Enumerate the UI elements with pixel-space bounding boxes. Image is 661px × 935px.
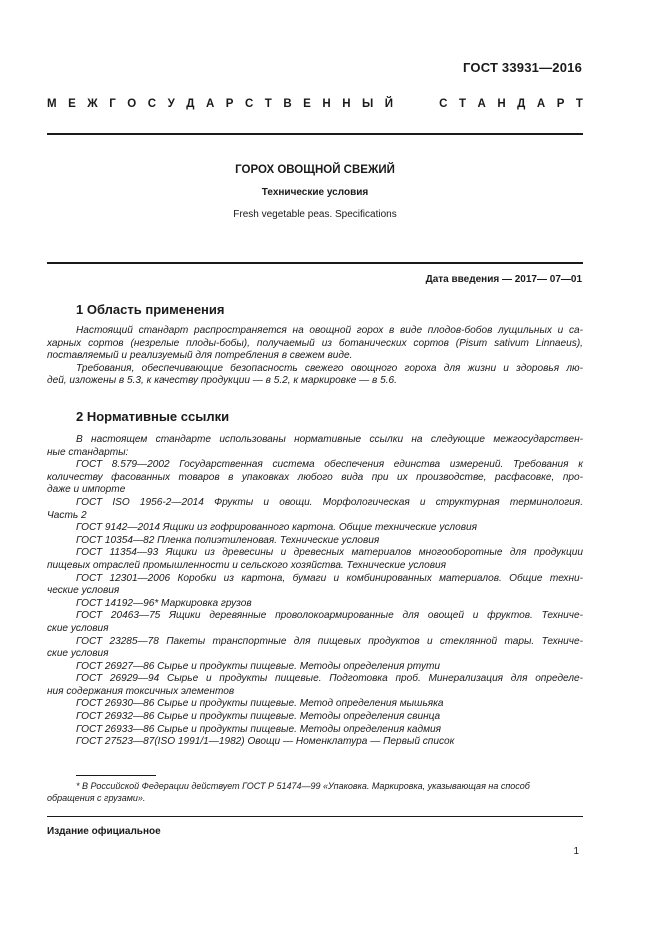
reference-line: ГОСТ 12301—2006 Коробки из картона, бумаги и комбинированных материалов. Общие техни- xyxy=(76,572,583,584)
footnote-rule xyxy=(76,775,156,776)
section-1-text xyxy=(47,325,583,388)
heading-letter: С xyxy=(439,98,448,110)
reference-line: Часть 2 xyxy=(47,509,87,521)
reference-line: ские условия xyxy=(47,648,109,660)
footnote-line: * В Российской Федерации действует ГОСТ Р 51474—99 «Упаковка. Маркировка, указывающая на способ xyxy=(76,781,530,791)
section-2-heading: 2 Нормативные ссылки xyxy=(76,409,230,424)
heading-letter: Е xyxy=(68,98,76,110)
document-subtitle: Технические условия xyxy=(261,187,369,198)
reference-line: даже и импорте xyxy=(47,484,126,496)
section-2-text xyxy=(47,434,583,749)
official-edition-label: Издание официальное xyxy=(47,826,161,837)
heading-letter: О xyxy=(127,98,137,110)
text-line: дей, изложены в 5.3, к качеству продукции — в 5.2, к маркировке — в 5.6. xyxy=(47,375,397,387)
heading-letter: Т xyxy=(458,98,466,110)
reference-line: ГОСТ ISO 1956-2—2014 Фрукты и овощи. Морфологическая и структурная терминология. xyxy=(76,496,583,508)
heading-letter: С xyxy=(244,98,254,110)
reference-line: ГОСТ 26930—86 Сырье и продукты пищевые. Метод определения мышьяка xyxy=(76,698,444,710)
reference-line: ческие условия xyxy=(47,585,120,597)
text-line: харных сортов (незрелые плоды-бобы), получаемый из ботанических сортов (Pisum sativum Linnaeus), xyxy=(47,337,583,349)
heading-letter: Р xyxy=(225,98,234,110)
heading-letter: С xyxy=(147,98,157,110)
reference-line: ГОСТ 20463—75 Ящики деревянные проволокоармированные для овощей и фруктов. Техниче- xyxy=(76,610,583,622)
heading-letter: Н xyxy=(322,98,331,110)
reference-line: ГОСТ 9142—2014 Ящики из гофрированного картона. Общие технические условия xyxy=(76,522,478,534)
reference-line: ГОСТ 11354—93 Ящики из древесины и древесных материалов многооборотные для продукции xyxy=(76,547,583,559)
heading-letter: В xyxy=(283,98,292,110)
reference-line: ГОСТ 26929—94 Сырье и продукты пищевые. Подготовка проб. Минерализация для определе- xyxy=(76,673,583,685)
heading-letter: А xyxy=(477,98,486,110)
interstate-standard-heading xyxy=(47,98,583,110)
page-number: 1 xyxy=(573,846,579,857)
text-line: В настоящем стандарте использованы нормативные ссылки на следующие межгосударствен- xyxy=(76,434,583,445)
gost-number: ГОСТ 33931—2016 xyxy=(463,60,582,75)
reference-line: ГОСТ 14192—96* Маркировка грузов xyxy=(76,597,252,609)
heading-letter: Т xyxy=(264,98,272,110)
heading-letter: Н xyxy=(342,98,351,110)
introduction-date: Дата введения — 2017— 07—01 xyxy=(425,274,582,285)
footnote-line: обращения с грузами». xyxy=(47,793,146,803)
reference-line: количеству фасованных товаров в упаковках любого вида при их производстве, расфасовке, про- xyxy=(47,471,583,483)
text-line: поставляемый и реализуемый для потребления в свежем виде. xyxy=(47,350,353,362)
heading-letter: Т xyxy=(575,98,583,110)
middle-rule xyxy=(47,262,583,264)
reference-line: ГОСТ 26927—86 Сырье и продукты пищевые. Методы определения ртути xyxy=(76,660,441,672)
heading-letter: Е xyxy=(303,98,311,110)
heading-letter: Й xyxy=(384,98,394,110)
reference-line: ские условия xyxy=(47,622,109,634)
heading-letter: М xyxy=(47,98,57,110)
heading-letter: Н xyxy=(497,98,506,110)
document-english-title: Fresh vegetable peas. Specifications xyxy=(233,209,397,220)
footnote xyxy=(47,780,583,804)
reference-line: ГОСТ 8.579—2002 Государственная система обеспечения единства измерений. Требования к xyxy=(76,459,583,471)
reference-line: ния содержания токсичных элементов xyxy=(47,685,235,697)
bottom-rule xyxy=(47,816,583,817)
text-line: Настоящий стандарт распространяется на овощной горох в виде плодов-бобов лущильных и са- xyxy=(76,325,583,336)
top-rule xyxy=(47,133,583,135)
heading-letter: Ж xyxy=(87,98,98,110)
reference-line: пищевых отраслей промышленности и сельского хозяйства. Технические условия xyxy=(47,559,447,571)
text-line: ные стандарты: xyxy=(47,446,129,458)
reference-line: ГОСТ 23285—78 Пакеты транспортные для пищевых продуктов и стеклянной тары. Техниче- xyxy=(76,635,583,647)
reference-line: ГОСТ 27523—87(ISO 1991/1—1982) Овощи — Номенклатура — Первый список xyxy=(76,736,455,748)
document-title: ГОРОХ ОВОЩНОЙ СВЕЖИЙ xyxy=(235,164,395,176)
heading-letter: Г xyxy=(109,98,116,110)
reference-line: ГОСТ 26933—86 Сырье и продукты пищевые. Методы определения кадмия xyxy=(76,723,442,735)
heading-letter: Р xyxy=(556,98,565,110)
text-line: Требования, обеспечивающие безопасность свежего овощного гороха для жизни и здоровья лю- xyxy=(76,362,583,374)
heading-letter: А xyxy=(205,98,215,110)
heading-letter: Д xyxy=(186,98,195,110)
heading-letter: У xyxy=(167,98,175,110)
reference-line: ГОСТ 26932—86 Сырье и продукты пищевые. Методы определения свинца xyxy=(76,711,441,723)
section-1-heading: 1 Область применения xyxy=(76,302,225,317)
reference-line: ГОСТ 10354—82 Пленка полиэтиленовая. Технические условия xyxy=(76,534,380,546)
heading-letter: Ы xyxy=(362,98,374,110)
heading-letter: А xyxy=(536,98,546,110)
heading-letter: Д xyxy=(517,98,526,110)
